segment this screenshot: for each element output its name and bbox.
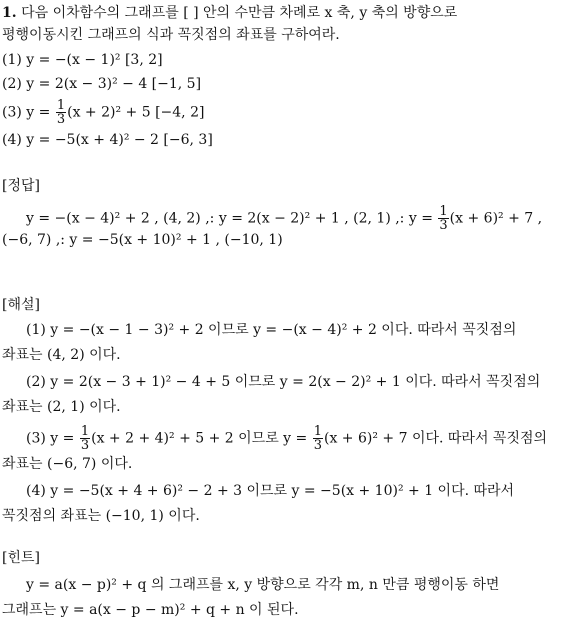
problem-stem-line1 <box>2 4 571 22</box>
explanation-3a <box>26 425 571 452</box>
fraction <box>438 205 448 232</box>
explanation-2a: (2) y = 2(x − 3 + 1)² − 4 + 5 이므로 y = 2(x − 2)² + 1 이다. 따라서 꼭짓점의 <box>26 374 541 390</box>
problem-item-3-suffix: (x + 2)² + 5 [−4, 2] <box>67 104 205 121</box>
explanation-heading: [해설] <box>2 297 40 313</box>
fraction-numerator: 1 <box>439 204 448 219</box>
fraction-denominator: 3 <box>313 438 322 453</box>
fraction <box>80 425 90 452</box>
fraction <box>313 425 323 452</box>
hint-line2: 그래프는 y = a(x − p − m)² + q + n 이 된다. <box>2 602 299 618</box>
explanation-1a: (1) y = −(x − 1 − 3)² + 2 이므로 y = −(x − 4)² + 2 이다. 따라서 꼭짓점의 <box>26 322 517 338</box>
problem-stem-line2: 평행이동시킨 그래프의 식과 꼭짓점의 좌표를 구하여라. <box>2 27 340 43</box>
fraction-denominator: 3 <box>80 438 90 453</box>
problem-item-2: (2) y = 2(x − 3)² − 4 [−1, 5] <box>2 76 202 92</box>
answer-line1-prefix: y = −(x − 4)² + 2 , (4, 2) ,: y = 2(x − 2)² + 1 , (2, 1) ,: y = <box>26 210 433 227</box>
hint-heading: [힌트] <box>2 550 40 566</box>
explanation-3b: 좌표는 (−6, 7) 이다. <box>2 456 133 472</box>
explanation-3a-prefix: (3) y = <box>26 430 75 447</box>
explanation-3a-suffix: (x + 6)² + 7 이다. 따라서 꼭짓점의 <box>324 430 548 447</box>
problem-item-1: (1) y = −(x − 1)² [3, 2] <box>2 52 163 68</box>
explanation-2b: 좌표는 (2, 1) 이다. <box>2 399 121 415</box>
fraction-denominator: 3 <box>56 112 66 127</box>
explanation-1b: 좌표는 (4, 2) 이다. <box>2 347 121 363</box>
problem-item-3-prefix: (3) y = <box>2 104 51 121</box>
fraction-numerator: 1 <box>313 424 322 439</box>
fraction <box>56 99 66 126</box>
fraction-denominator: 3 <box>439 218 448 233</box>
problem-item-3 <box>2 99 571 126</box>
answer-line1 <box>26 205 571 232</box>
answer-line1-suffix: (x + 6)² + 7 , <box>449 210 543 227</box>
problem-number: 1. <box>2 5 17 21</box>
answer-line2: (−6, 7) ,: y = −5(x + 10)² + 1 , (−10, 1) <box>2 232 283 248</box>
explanation-4a: (4) y = −5(x + 4 + 6)² − 2 + 3 이므로 y = −5(x + 10)² + 1 이다. 따라서 <box>26 483 515 499</box>
hint-line1: y = a(x − p)² + q 의 그래프를 x, y 방향으로 각각 m, n 만큼 평행이동 하면 <box>26 577 500 593</box>
fraction-numerator: 1 <box>80 424 90 439</box>
explanation-4b: 꼭짓점의 좌표는 (−10, 1) 이다. <box>2 508 200 524</box>
problem-stem-text-1: 다음 이차함수의 그래프를 [ ] 안의 수만큼 차례로 x 축, y 축의 방향으로 <box>21 5 458 21</box>
explanation-3a-mid: (x + 2 + 4)² + 5 + 2 이므로 y = <box>91 430 308 447</box>
answer-heading: [정답] <box>2 178 40 194</box>
fraction-numerator: 1 <box>56 98 66 113</box>
problem-item-4: (4) y = −5(x + 4)² − 2 [−6, 3] <box>2 132 213 148</box>
